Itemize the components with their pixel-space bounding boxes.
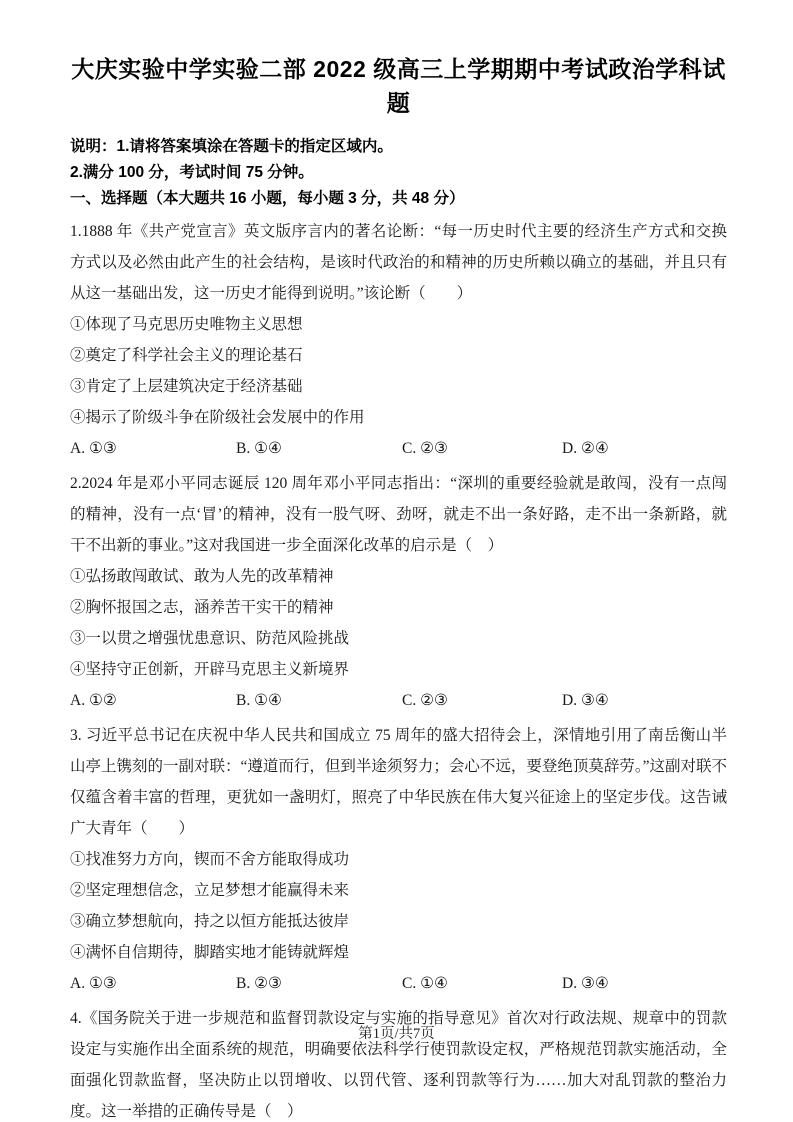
question-1 — [70, 216, 727, 464]
question-3-stem: 3. 习近平总书记在庆祝中华人民共和国成立 75 周年的盛大招待会上，深情地引用了南岳衡山半山亭上镌刻的一副对联：“遵道而行，但到半途须努力；会心不远，要登绝顶莫辞劳。”这副对联不仅蕴含着丰富的哲理，更犹如一盏明灯，照亮了中华民族在伟大复兴征途上的坚定步伐。这告诫广大青年（ ） — [70, 727, 728, 837]
question-3-option-4: ④满怀自信期待，脚踏实地才能铸就辉煌 — [70, 944, 350, 961]
section-header: 一、选择题（本大题共 16 小题，每小题 3 分，共 48 分） — [70, 190, 465, 207]
question-2-choice-row — [70, 685, 727, 716]
question-3-choice-row — [70, 968, 727, 999]
instruction-line-2: 2.满分 100 分，考试时间 75 分钟。 — [70, 164, 314, 181]
page-number: 第1页/共7页 — [358, 1026, 435, 1042]
question-3-choice-d: D. ③④ — [562, 975, 609, 992]
question-1-choice-c: C. ②③ — [402, 440, 448, 457]
question-3-option-1: ①找准努力方向，锲而不舍方能取得成功 — [70, 851, 350, 868]
question-3-choice-b: B. ②③ — [236, 975, 282, 992]
question-2-choice-a: A. ①② — [70, 692, 117, 709]
question-3-choice-a: A. ①③ — [70, 975, 117, 992]
question-2-choice-d: D. ③④ — [562, 692, 609, 709]
question-3-option-2: ②坚定理想信念，立足梦想才能赢得未来 — [70, 882, 350, 899]
question-2-choice-c: C. ②③ — [402, 692, 448, 709]
question-3 — [70, 720, 727, 999]
question-1-option-4: ④揭示了阶级斗争在阶级社会发展中的作用 — [70, 409, 365, 426]
question-1-option-2: ②奠定了科学社会主义的理论基石 — [70, 347, 303, 364]
question-1-choice-a: A. ①③ — [70, 440, 117, 457]
question-1-choice-d: D. ②④ — [562, 440, 609, 457]
question-3-choice-c: C. ①④ — [402, 975, 448, 992]
question-2-stem: 2.2024 年是邓小平同志诞辰 120 周年邓小平同志指出：“深圳的重要经验就是敢闯，没有一点闯的精神，没有一点‘冒’的精神，没有一股气呀、劲呀，就走不出一条好路，走不出一条新路，就干不出新的事业。”这对我国进一步全面深化改革的启示是（ ） — [70, 475, 727, 554]
question-2 — [70, 468, 727, 716]
question-1-choice-row — [70, 433, 727, 464]
question-1-stem: 1.1888 年《共产党宣言》英文版序言内的著名论断：“每一历史时代主要的经济生产方式和交换方式以及必然由此产生的社会结构，是该时代政治的和精神的历史所赖以确立的基础，并且只有从这一基础出发，这一历史才能得到说明。”该论断（ ） — [70, 223, 727, 302]
question-1-choice-b: B. ①④ — [236, 440, 282, 457]
question-4 — [70, 1003, 727, 1122]
page-title: 大庆实验中学实验二部 2022 级高三上学期期中考试政治学科试题 — [71, 56, 726, 116]
question-2-choice-b: B. ①④ — [236, 692, 282, 709]
instruction-line-1: 说明：1.请将答案填涂在答题卡的指定区域内。 — [70, 138, 393, 155]
question-1-option-1: ①体现了马克思历史唯物主义思想 — [70, 316, 303, 333]
question-2-option-2: ②胸怀报国之志，涵养苦干实干的精神 — [70, 599, 334, 616]
question-4-stem: 4.《国务院关于进一步规范和监督罚款设定与实施的指导意见》首次对行政法规、规章中的罚款设定与实施作出全面系统的规范，明确要依法科学行使罚款设定权，严格规范罚款实施活动，全面强化罚款监督，坚决防止以罚增收、以罚代管、逐利罚款等行为……加大对乱罚款的整治力度。这一举措的正确传导是（ ） — [70, 1010, 727, 1120]
question-2-option-4: ④坚持守正创新，开辟马克思主义新境界 — [70, 661, 350, 678]
question-1-option-3: ③肯定了上层建筑决定于经济基础 — [70, 378, 303, 395]
question-3-option-3: ③确立梦想航向，持之以恒方能抵达彼岸 — [70, 913, 350, 930]
instructions — [70, 134, 727, 186]
question-2-option-1: ①弘扬敢闯敢试、敢为人先的改革精神 — [70, 568, 334, 585]
question-2-option-3: ③一以贯之增强忧患意识、防范风险挑战 — [70, 630, 350, 647]
